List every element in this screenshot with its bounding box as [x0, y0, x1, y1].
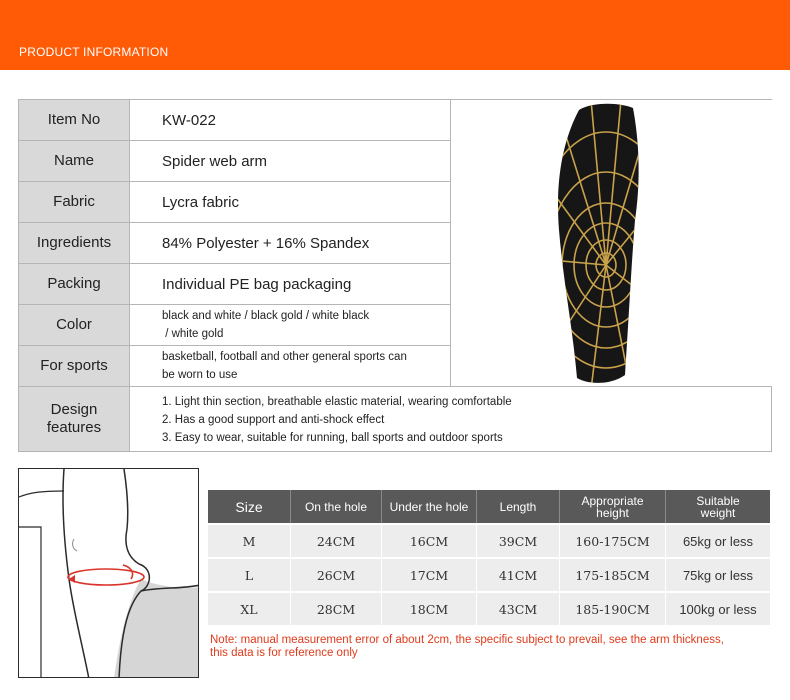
- product-photo-cell: [450, 100, 772, 387]
- info-label: Ingredients: [19, 223, 130, 263]
- header-appropriate-line-2: height: [596, 505, 629, 520]
- sports-line-2: be worn to use: [162, 369, 238, 381]
- on-hole-cell: 24CM: [291, 525, 382, 558]
- header-appropriate-height: [560, 490, 666, 523]
- header-under-hole: Under the hole: [382, 490, 477, 523]
- table-row: [208, 525, 770, 558]
- arm-outline-icon: [19, 469, 199, 678]
- color-line-2: / white gold: [162, 328, 224, 340]
- on-hole-cell: 28CM: [291, 593, 382, 626]
- size-cell: M: [208, 525, 291, 558]
- info-row-ingredients: [19, 223, 450, 264]
- color-line-1: black and white / black gold / white black: [162, 310, 370, 322]
- header-length: Length: [477, 490, 560, 523]
- page-title: PRODUCT INFORMATION: [19, 45, 169, 59]
- design-feature-item: 1. Light thin section, breathable elastic material, wearing comfortable: [162, 396, 512, 408]
- under-hole-cell: 18CM: [382, 593, 477, 626]
- under-hole-cell: 17CM: [382, 559, 477, 592]
- size-cell: XL: [208, 593, 291, 626]
- info-label: Color: [19, 305, 130, 345]
- design-feature-item: 2. Has a good support and anti-shock effect: [162, 414, 385, 426]
- note-line-1: Note: manual measurement error of about 2cm, the specific subject to prevail, see the arm thickness,: [210, 634, 724, 646]
- size-cell: L: [208, 559, 291, 592]
- arm-measurement-illustration: [18, 468, 199, 678]
- info-label: Item No: [19, 100, 130, 140]
- info-label: Packing: [19, 264, 130, 304]
- info-value: 84% Polyester + 16% Spandex: [162, 234, 370, 252]
- info-value: [162, 305, 442, 345]
- weight-cell: 75kg or less: [682, 568, 754, 583]
- on-hole-cell: 26CM: [291, 559, 382, 592]
- measurement-note: [210, 634, 770, 660]
- info-value: Individual PE bag packaging: [162, 275, 352, 293]
- table-row: [208, 593, 770, 626]
- info-row-item-no: [19, 100, 450, 141]
- info-label: Fabric: [19, 182, 130, 222]
- spider-web-sleeve-image: [451, 100, 773, 387]
- info-row-packing: [19, 264, 450, 305]
- weight-cell: 100kg or less: [679, 602, 757, 617]
- sports-line-1: basketball, football and other general sports can: [162, 351, 407, 363]
- length-cell: 39CM: [477, 525, 560, 558]
- note-line-2: this data is for reference only: [210, 647, 358, 659]
- info-row-name: [19, 141, 450, 182]
- product-info-table: [18, 99, 772, 452]
- length-cell: 41CM: [477, 559, 560, 592]
- height-cell: 160-175CM: [560, 525, 666, 558]
- header-size: Size: [208, 490, 291, 523]
- table-row: [208, 559, 770, 592]
- info-label: Name: [19, 141, 130, 181]
- size-table-header: [208, 490, 770, 523]
- info-row-design: [19, 387, 771, 451]
- header-banner: [0, 0, 790, 70]
- info-row-sports: [19, 346, 450, 387]
- info-label: [19, 387, 130, 451]
- header-suitable-line-1: Suitable: [696, 493, 740, 508]
- design-feature-item: 3. Easy to wear, suitable for running, ball sports and outdoor sports: [162, 432, 503, 444]
- weight-cell: 65kg or less: [682, 534, 754, 549]
- height-cell: 185-190CM: [560, 593, 666, 626]
- design-label-line-1: Design: [50, 401, 98, 418]
- under-hole-cell: 16CM: [382, 525, 477, 558]
- design-label-line-2: features: [46, 419, 102, 436]
- info-value: Lycra fabric: [162, 193, 239, 211]
- info-row-color: [19, 305, 450, 346]
- info-value: Spider web arm: [162, 152, 268, 170]
- height-cell: 175-185CM: [560, 559, 666, 592]
- length-cell: 43CM: [477, 593, 560, 626]
- header-suitable-weight: [666, 490, 770, 523]
- header-suitable-line-2: weight: [700, 505, 736, 520]
- info-value: KW-022: [162, 111, 216, 129]
- header-on-hole: On the hole: [291, 490, 382, 523]
- info-label: For sports: [19, 346, 130, 386]
- info-value: [162, 346, 442, 386]
- info-row-fabric: [19, 182, 450, 223]
- header-appropriate-line-1: Appropriate: [581, 493, 644, 508]
- design-features-list: [162, 393, 512, 447]
